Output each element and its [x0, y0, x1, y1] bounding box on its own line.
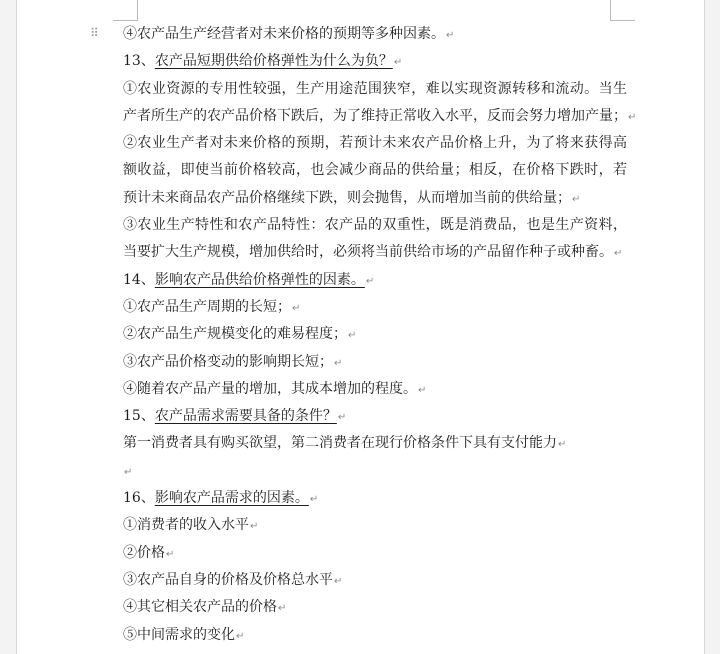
paragraph-mark-icon: ↵: [446, 30, 455, 41]
paragraph-line: [123, 239, 627, 266]
paragraph-mark-icon: ↵: [393, 57, 403, 69]
line-text: 影响农产品需求的因素。: [154, 490, 309, 507]
paragraph-mark-icon: ↵: [628, 111, 637, 123]
line-text: ③农产品自身的价格及价格总水平: [123, 571, 333, 588]
paragraph-mark-icon: ↵: [292, 302, 301, 314]
paragraph-mark-icon: ↵: [365, 275, 375, 287]
paragraph-mark-icon: ↵: [124, 466, 133, 478]
paragraph-mark-icon: ↵: [558, 439, 567, 451]
line-text: ③农业生产特性和农产品特性：农产品的双重性，既是消费品，也是生产资料，: [123, 217, 627, 234]
paragraph-line: [123, 376, 627, 403]
line-text: 农产品需求需要具备的条件？: [154, 408, 337, 425]
paragraph-line: [123, 540, 627, 567]
line-text: ④农产品生产经营者对未来价格的预期等多种因素。: [123, 26, 445, 42]
paragraph-line: [123, 103, 637, 130]
paragraph-mark-icon: ↵: [334, 575, 343, 587]
paragraph-mark-icon: ↵: [236, 630, 245, 642]
line-text: 农产品短期供给价格弹性为什么为负？: [154, 53, 393, 70]
paragraph-line: [123, 512, 627, 539]
paragraph-mark-icon: ↵: [418, 384, 427, 396]
document-page: [16, 0, 705, 654]
question-number: 13、: [123, 53, 155, 70]
document-body[interactable]: [123, 21, 637, 649]
paragraph-line: [123, 21, 627, 48]
line-text: ④随着农产品产量的增加，其成本增加的程度。: [123, 380, 417, 397]
line-text: ①消费者的收入水平: [123, 517, 249, 534]
question-number: 14、: [123, 271, 155, 288]
line-text: ②价格: [123, 544, 165, 561]
question-heading: [123, 403, 627, 430]
paragraph-line: [123, 567, 627, 594]
paragraph-mark-icon: ↵: [309, 494, 319, 506]
paragraph-mark-icon: ↵: [614, 248, 623, 260]
paragraph-mark-icon: ↵: [337, 412, 347, 424]
line-text: ①农产品生产周期的长短；: [123, 298, 291, 315]
paragraph-mark-icon: ↵: [572, 193, 581, 205]
question-number: 15、: [123, 408, 155, 425]
paragraph-mark-icon: ↵: [250, 521, 259, 533]
paragraph-mark-icon: ↵: [278, 603, 287, 615]
paragraph-mark-icon: ↵: [166, 548, 175, 560]
paragraph-line: [123, 321, 627, 348]
line-text: 当要扩大生产规模，增加供给时，必须将当前供给市场的产品留作种子或种畜。: [123, 244, 613, 261]
line-text: 额收益，即使当前价格较高，也会减少商品的供给量；相反，在价格下跌时，若: [123, 162, 627, 179]
line-text: ⑤中间需求的变化: [123, 626, 235, 643]
paragraph-mark-icon: ↵: [348, 330, 357, 342]
paragraph-line: [123, 430, 627, 457]
paragraph-line: [123, 212, 627, 239]
line-text: 第一消费者具有购买欲望，第二消费者在现行价格条件下具有支付能力: [123, 435, 557, 452]
paragraph-line: [123, 458, 627, 485]
paragraph-line: [123, 157, 627, 184]
paragraph-line: [123, 185, 627, 212]
line-text: ②农业生产者对未来价格的预期，若预计未来农产品价格上升，为了将来获得高: [123, 135, 627, 152]
paragraph-line: [123, 622, 627, 649]
paragraph-line: [123, 349, 627, 376]
line-text: 影响农产品供给价格弹性的因素。: [154, 271, 365, 288]
page-margin-corner-left: [113, 0, 138, 21]
page-margin-corner-right: [610, 0, 635, 21]
line-text: ②农产品生产规模变化的难易程度；: [123, 326, 347, 343]
question-number: 16、: [123, 490, 155, 507]
paragraph-mark-icon: ↵: [334, 357, 343, 369]
line-text: 预计未来商品农产品价格继续下跌，则会抛售，从而增加当前的供给量；: [123, 189, 571, 206]
paragraph-line: [123, 294, 627, 321]
line-text: ③农产品价格变动的影响期长短；: [123, 353, 333, 370]
question-heading: [123, 485, 627, 512]
drag-handle-icon[interactable]: ⠿: [90, 26, 98, 40]
paragraph-line: [123, 76, 627, 103]
line-text: 产者所生产的农产品价格下跌后，为了维持正常收入水平，反而会努力增加产量；: [123, 107, 627, 124]
line-text: ④其它相关农产品的价格: [123, 599, 277, 616]
question-heading: [123, 48, 627, 75]
line-text: ①农业资源的专用性较强，生产用途范围狭窄，难以实现资源转移和流动。当生: [123, 80, 627, 97]
question-heading: [123, 267, 627, 294]
paragraph-line: [123, 594, 627, 621]
paragraph-line: [123, 130, 627, 157]
